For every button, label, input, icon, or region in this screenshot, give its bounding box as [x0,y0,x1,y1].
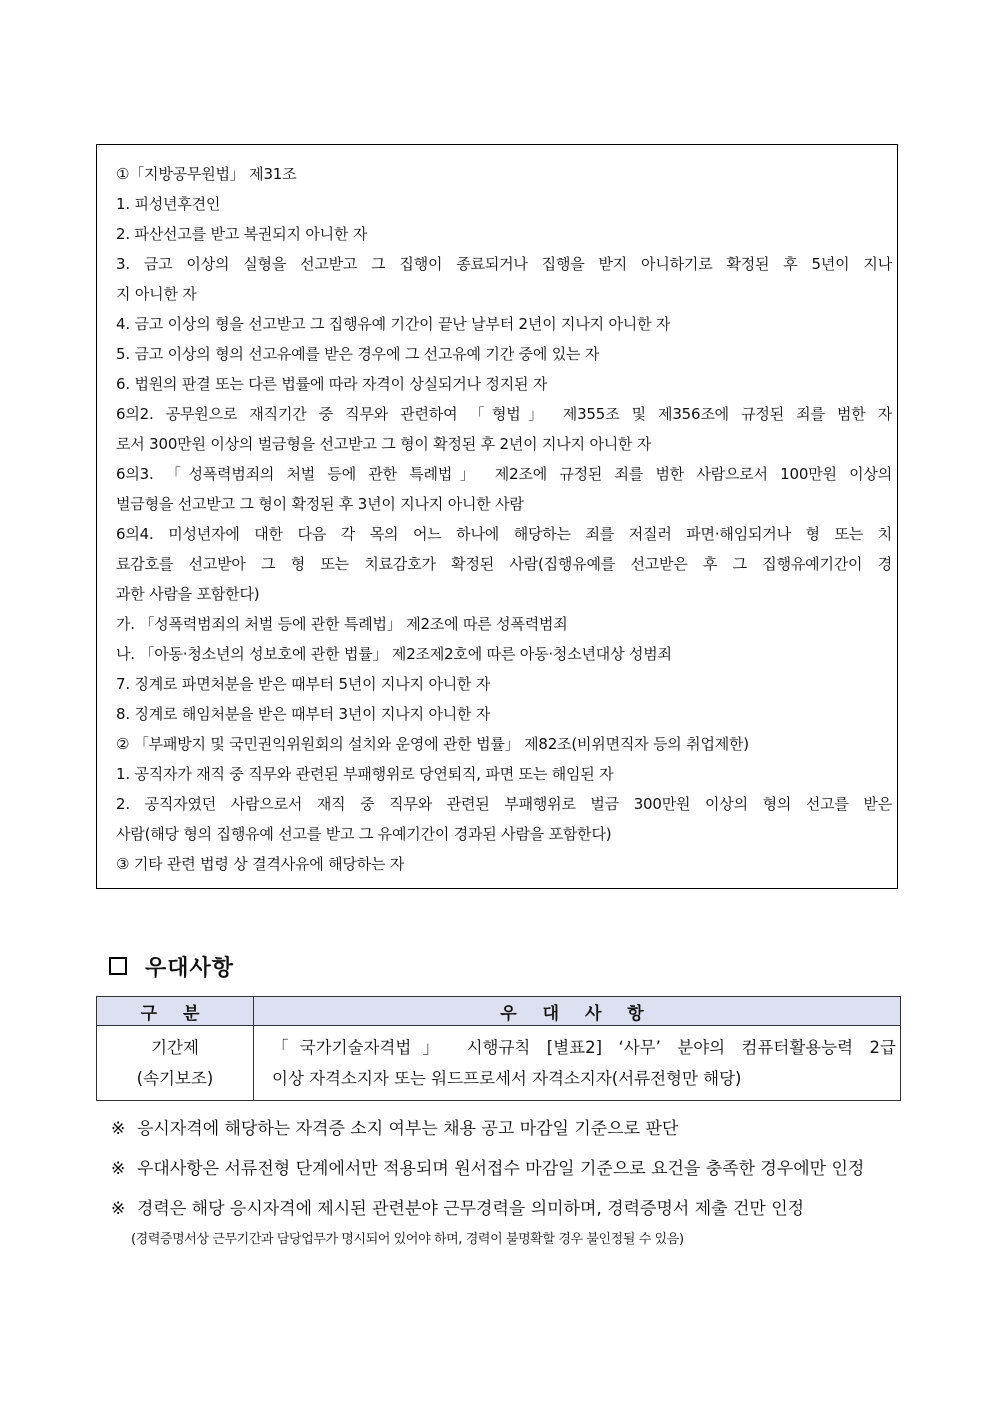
checkbox-square-icon [109,957,127,975]
reference-mark-icon: ※ [111,1159,126,1179]
category-line: (속기보조) [136,1069,214,1088]
text-line: 사람(해당 형의 집행유예 선고를 받고 그 유예기간이 경과된 사람을 포함한다) [116,825,612,843]
text-line: 6의4. 미성년자에 대한 다음 각 목의 어느 하나에 해당하는 죄를 저질러 파면·해임되거나 형 또는 치 [116,525,892,543]
header-category: 구 분 [97,997,254,1026]
text-line: ③ 기타 관련 법령 상 결격사유에 해당하는 자 [116,855,405,873]
text-line: 2. 파산선고를 받고 복권되지 아니한 자 [116,225,368,243]
category-line: 기간제 [151,1038,199,1057]
sub-note: (경력증명서상 근무기간과 담당업무가 명시되어 있어야 하며, 경력이 불명확할 경우 불인정될 수 있음) [131,1232,684,1247]
preference-table [96,996,901,1101]
disqualification-box [96,144,898,889]
text-line: 6. 법원의 판결 또는 다른 법률에 따라 자격이 상실되거나 정지된 자 [116,375,548,393]
table-header-row [97,997,901,1026]
text-line: 가. 「성폭력범죄의 처벌 등에 관한 특례법」 제2조에 따른 성폭력범죄 [116,615,568,633]
text-line: 벌금형을 선고받고 그 형이 확정된 후 3년이 지나지 아니한 사람 [116,495,524,513]
text-line: 나. 「아동·청소년의 성보호에 관한 법률」 제2조제2호에 따른 아동·청소년대상 성범죄 [116,645,672,663]
note-item [111,1157,864,1181]
text-line: 1. 피성년후견인 [116,195,221,213]
reference-mark-icon: ※ [111,1199,126,1219]
text-line: 6의2. 공무원으로 재직기간 중 직무와 관련하여 「형법」 제355조 및 제356조에 규정된 죄를 범한 자 [116,405,892,423]
text-line: 2. 공직자였던 사람으로서 재직 중 직무와 관련된 부패행위로 벌금 300만원 이상의 형의 선고를 받은 [116,795,892,813]
text-line: 과한 사람을 포함한다) [116,585,260,603]
note-text: 응시자격에 해당하는 자격증 소지 여부는 채용 공고 마감일 기준으로 판단 [137,1119,679,1139]
text-line: ①「지방공무원법」 제31조 [116,165,297,183]
note-text: 우대사항은 서류전형 단계에서만 적용되며 원서접수 마감일 기준으로 요건을 충족한 경우에만 인정 [137,1159,865,1179]
note-text: 경력은 해당 응시자격에 제시된 관련분야 근무경력을 의미하며, 경력증명서 제출 건만 인정 [137,1199,805,1219]
text-line: 료감호를 선고받아 그 형 또는 치료감호가 확정된 사람(집행유예를 선고받은 후 그 집행유예기간이 경 [116,555,892,573]
text-line: 6의3. 「성폭력범죄의 처벌 등에 관한 특례법」 제2조에 규정된 죄를 범한 사람으로서 100만원 이상의 [116,465,892,483]
detail-cell [254,1026,901,1101]
text-line: 8. 징계로 해임처분을 받은 때부터 3년이 지나지 아니한 자 [116,705,491,723]
text-line: 7. 징계로 파면처분을 받은 때부터 5년이 지나지 아니한 자 [116,675,491,693]
category-cell [97,1026,254,1101]
text-line: 지 아니한 자 [116,285,197,303]
text-line: 3. 금고 이상의 실형을 선고받고 그 집행이 종료되거나 집행을 받지 아니하기로 확정된 후 5년이 지나 [116,255,892,273]
note-item [111,1117,678,1141]
header-preference: 우 대 사 항 [254,997,901,1026]
table-row [97,1026,901,1101]
reference-mark-icon: ※ [111,1119,126,1139]
detail-line: 「국가기술자격법」 시행규칙 [별표2] ‘사무’ 분야의 컴퓨터활용능력 2급 [272,1038,896,1057]
text-line: 1. 공직자가 재직 중 직무와 관련된 부패행위로 당연퇴직, 파면 또는 해임된 자 [116,765,614,783]
section-heading [109,950,234,982]
text-line: ② 「부패방지 및 국민권익위원회의 설치와 운영에 관한 법률」 제82조(비위면직자 등의 취업제한) [116,735,749,753]
detail-line: 이상 자격소지자 또는 워드프로세서 자격소지자(서류전형만 해당) [272,1069,742,1088]
disqualification-lines [116,159,892,879]
text-line: 5. 금고 이상의 형의 선고유예를 받은 경우에 그 선고유예 기간 중에 있는 자 [116,345,600,363]
text-line: 로서 300만원 이상의 벌금형을 선고받고 그 형이 확정된 후 2년이 지나지 아니한 자 [116,435,652,453]
section-title: 우대사항 [145,955,235,981]
note-item [111,1197,804,1221]
text-line: 4. 금고 이상의 형을 선고받고 그 집행유예 기간이 끝난 날부터 2년이 지나지 아니한 자 [116,315,671,333]
